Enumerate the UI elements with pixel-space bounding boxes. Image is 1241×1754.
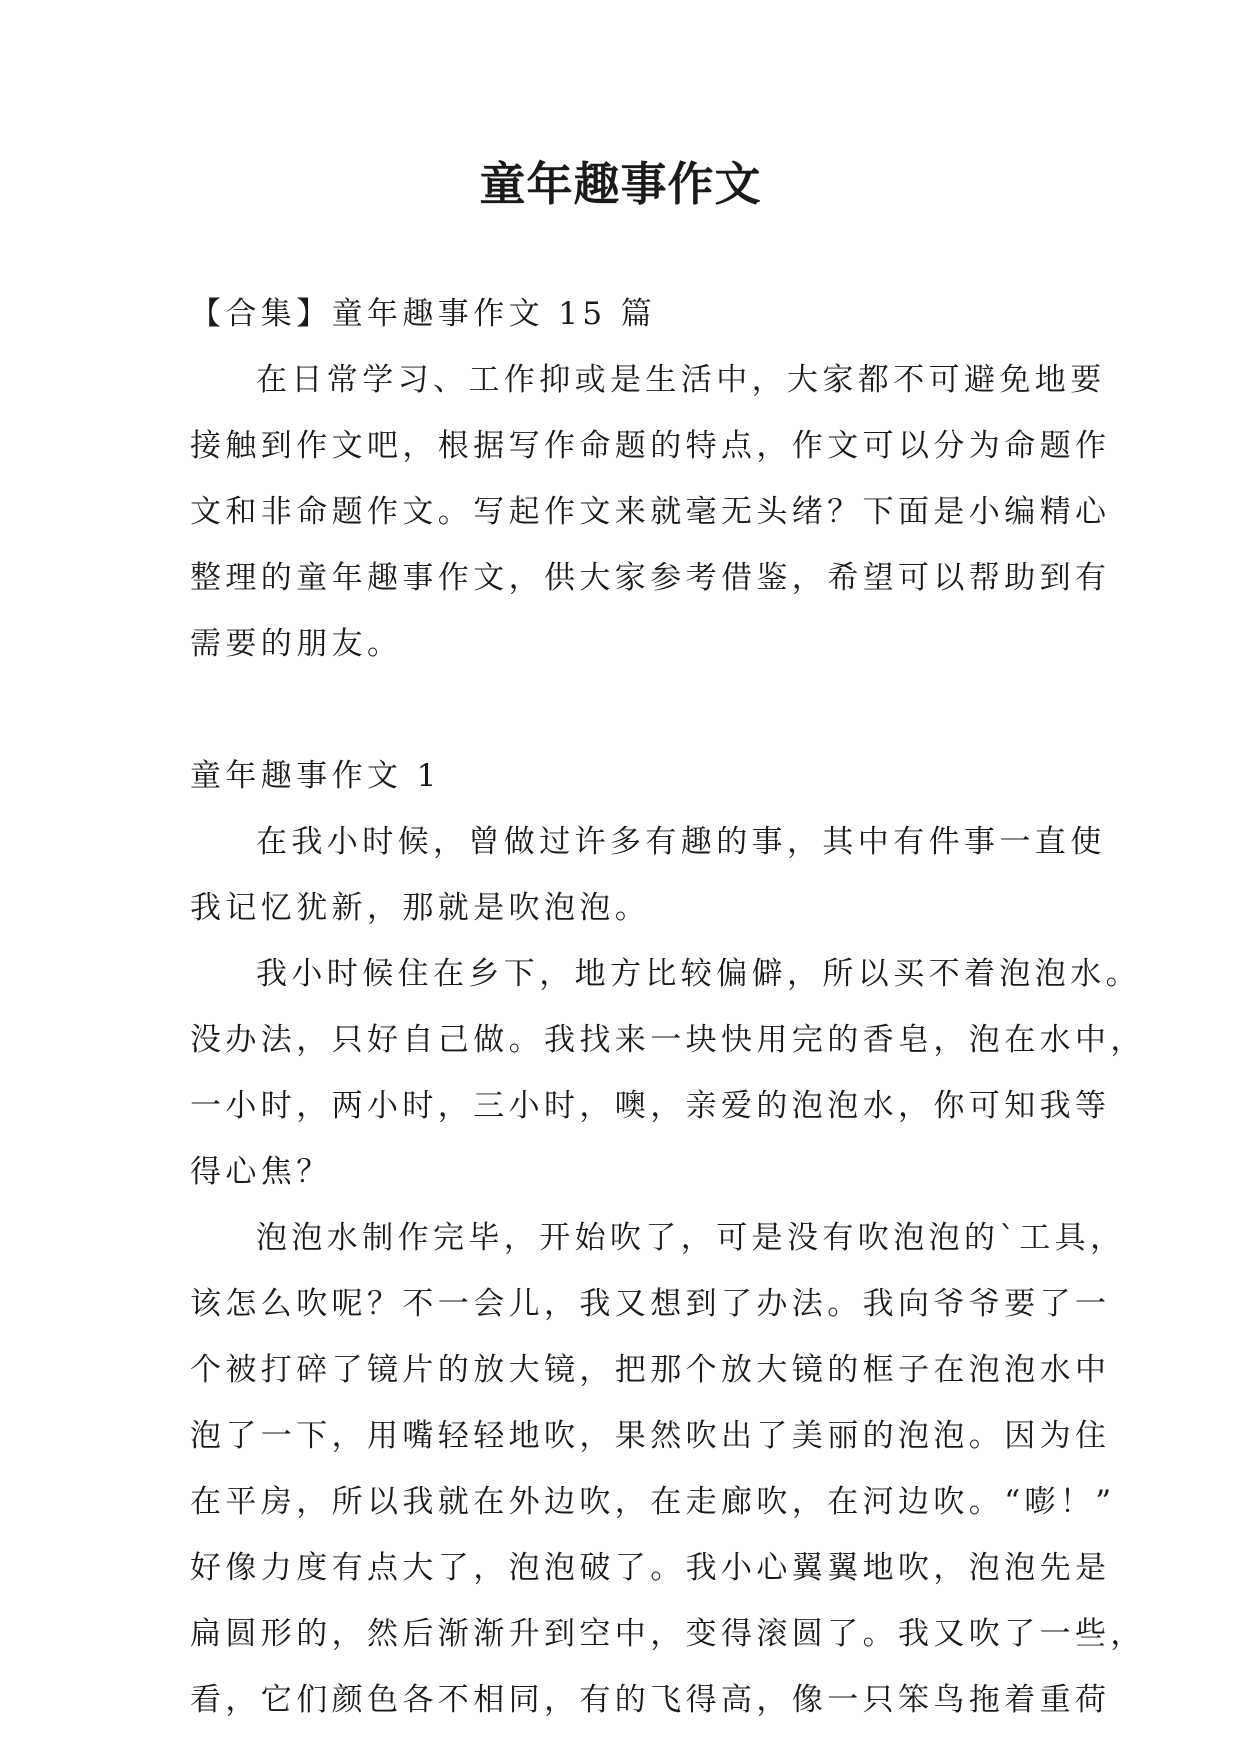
paragraph-line: 在我小时候，曾做过许多有趣的事，其中有件事一直使 [256,824,1106,860]
paragraph-line: 好像力度有点大了，泡泡破了。我小心翼翼地吹，泡泡先是 [190,1550,1111,1586]
essay-paragraph-2 [190,941,1146,1205]
paragraph-line: 扁圆形的，然后渐渐升到空中，变得滚圆了。我又吹了一些， [190,1616,1146,1652]
intro-line: 接触到作文吧，根据写作命题的特点，作文可以分为命题作 [190,428,1111,464]
section-gap [190,677,1070,743]
collection-line: 【合集】童年趣事作文 15 篇 [190,296,657,332]
paragraph-line: 没办法，只好自己做。我找来一块快用完的香皂，泡在水中， [190,1022,1146,1058]
intro-line: 在日常学习、工作抑或是生活中，大家都不可避免地要 [256,362,1106,398]
paragraph-line: 泡了一下，用嘴轻轻地吹，果然吹出了美丽的泡泡。因为住 [190,1418,1111,1454]
essay-paragraph-1 [190,809,1106,941]
paragraph-line: 我小时候住在乡下，地方比较偏僻，所以买不着泡泡水。 [256,956,1141,992]
paragraph-line: 在平房，所以我就在外边吹，在走廊吹，在河边吹。“嘭！” [190,1484,1116,1520]
paragraph-line: 看，它们颜色各不相同，有的飞得高，像一只笨鸟拖着重荷 [190,1682,1111,1718]
document-title: 童年趣事作文 [479,157,762,211]
paragraph-line: 该怎么吹呢？不一会儿，我又想到了办法。我向爷爷要了一 [190,1286,1111,1322]
paragraph-line: 泡泡水制作完毕，开始吹了，可是没有吹泡泡的`工具， [256,1220,1126,1256]
paragraph-line: 一小时，两小时，三小时，噢，亲爱的泡泡水，你可知我等 [190,1088,1111,1124]
intro-line: 文和非命题作文。写起作文来就毫无头绪？下面是小编精心 [190,494,1111,530]
paragraph-line: 个被打碎了镜片的放大镜，把那个放大镜的框子在泡泡水中 [190,1352,1111,1388]
document-body [190,281,1146,1733]
paragraph-line: 得心焦？ [190,1154,332,1190]
intro-line: 整理的童年趣事作文，供大家参考借鉴，希望可以帮助到有 [190,560,1111,596]
essay-paragraph-3 [190,1205,1146,1733]
intro-line: 需要的朋友。 [190,626,403,662]
essay-heading: 童年趣事作文 1 [190,758,441,794]
paragraph-line: 我记忆犹新，那就是吹泡泡。 [190,890,651,926]
intro-paragraph [190,347,1111,677]
